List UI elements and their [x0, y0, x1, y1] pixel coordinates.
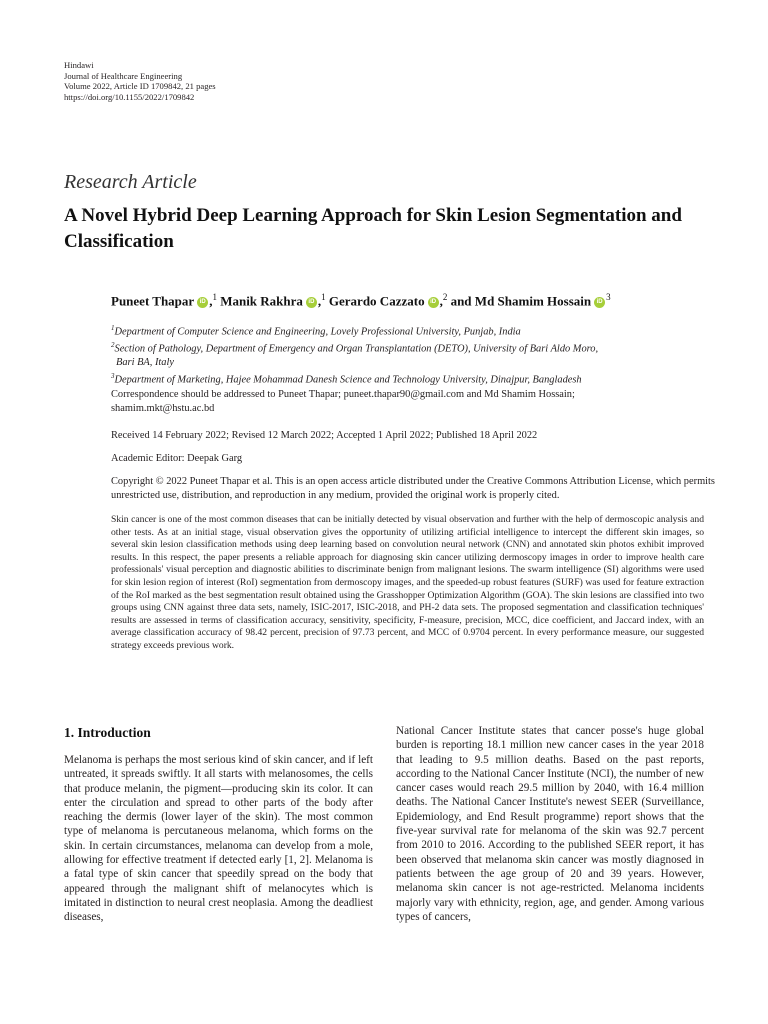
affiliation-item: $^2$Section of Pathology, Department of Emergency and Organ Transplantation (DETO), University of Bari Aldo Moro,: [111, 341, 599, 355]
body-column-left: Melanoma is perhaps the most serious kind of skin cancer, and if left untreated, it spreads swiftly. It all starts with melanosomes, the cells that produce melanin, the pigment—producing skin its color. It can enter the circulation and spread to other parts of the body after reaching the dermis (lower layer of the skin). The most common type of melanoma is percutaneous melanoma, which forms on the skin. In certain circumstances, melanoma can develop from a mole, allowing for effective treatment if detected early [1, 2]. Melanoma is a fatal type of skin cancer that speedily spread on the body that appeared through the malignant shift of melanocytes which is imitated in distinction to neural crest neoplasia. Among the deadliest diseases,: [64, 754, 373, 924]
author-conjunction: and: [450, 293, 472, 309]
publisher: Hindawi: [64, 60, 94, 70]
article-type: Research Article: [64, 171, 197, 193]
author-affil-number: 1: [321, 292, 326, 302]
body-column-right: National Cancer Institute states that cancer posse's huge global burden is reporting 18.1 million new cancer cases in the year 2018 that leading to 9.5 million deaths. Based on the past reports, according to the National Cancer Institute (NCI), the number of new cancer cases would reach 29.5 million by 2040, with 16.4 million deaths. The National Cancer Institute's newest SEER (Surveillance, Epidemiology, and End Result programme) report shows that the five-year survival rate for melanoma of the skin was 92.7 percent from 2010 to 2016. According to the published SEER report, it has been observed that melanoma skin cancer was mostly diagnosed in patients between the age group of 20 and 39 years. However, melanoma skin cancer is not age-restricted. Melanoma incidents majorly vary with ethnicity, region, age, and gender. Among various types of cancers,: [396, 725, 704, 923]
author-affil-number: 1: [212, 292, 217, 302]
correspondence: Correspondence should be addressed to Puneet Thapar; puneet.thapar90@gmail.com and Md Shamim Hossain; shamim.mkt@hstu.ac.bd: [111, 388, 711, 416]
author-name: Md Shamim Hossain: [474, 293, 592, 309]
orcid-icon[interactable]: iD: [428, 297, 439, 308]
journal-header: [64, 60, 216, 102]
affiliations: [111, 322, 711, 387]
correspondence-email[interactable]: shamim.mkt@hstu.ac.bd: [111, 403, 215, 414]
orcid-icon[interactable]: iD: [594, 297, 605, 308]
author-affil-number: 2: [442, 292, 448, 302]
doi-link[interactable]: https://doi.org/10.1155/2022/1709842: [64, 91, 195, 102]
publication-dates: Received 14 February 2022; Revised 12 March 2022; Accepted 1 April 2022; Published 18 April 2022: [111, 430, 538, 441]
author-affil-number: 3: [606, 292, 611, 302]
paper-title: A Novel Hybrid Deep Learning Approach for Skin Lesion Segmentation and Classification: [64, 205, 682, 252]
author-list: Puneet Thapar iD ,$^1$ Manik Rakhra iD ,$^1$ Gerardo Cazzato iD ,$^2$ and Md Shamim Hossain iD $^3$: [111, 292, 611, 309]
orcid-icon[interactable]: iD: [197, 297, 208, 308]
orcid-icon[interactable]: iD: [306, 297, 317, 308]
volume-info: Volume 2022, Article ID 1709842, 21 pages: [64, 81, 216, 91]
copyright-notice: Copyright © 2022 Puneet Thapar et al. This is an open access article distributed under the Creative Commons Attribution License, which permits unrestricted use, distribution, and reproduction in any medium, provided the original work is properly cited.: [111, 476, 715, 501]
section-heading: 1. Introduction: [64, 725, 151, 740]
academic-editor: Academic Editor: Deepak Garg: [111, 453, 243, 464]
affiliation-item-continued: Bari BA, Italy: [116, 357, 175, 369]
journal-name: Journal of Healthcare Engineering: [64, 70, 183, 81]
author-name: Manik Rakhra: [220, 293, 303, 309]
author-name: Puneet Thapar: [111, 293, 195, 309]
abstract: Skin cancer is one of the most common diseases that can be initially detected by visual observation and further with the help of dermoscopic analysis and other tests. As at an initial stage, visual observation gives the opportunity of utilizing artificial intelligence to intercept the different skin images, so several skin lesion classification methods using deep learning based on convolution neural network (CNN) and annotated skin photos exhibit improved results. In this respect, the paper presents a reliable approach for diagnosing skin cancer utilizing dermoscopy images in order to improve health care professionals' visual perception and diagnostic abilities to discriminate benign from malignant lesions. The swarm intelligence (SI) algorithms were used for skin lesion region of interest (RoI) segmentation from dermoscopy images, and the speeded-up robust features (SURF) was used for feature extraction of the RoI marked as the best segmentation result obtained using the Grasshopper Optimization Algorithm (GOA). The skin lesions are classified into two groups using CNN against three data sets, namely, ISIC-2017, ISIC-2018, and PH-2 data sets. The proposed segmentation and classification techniques' results are assessed in terms of classification accuracy, sensitivity, specificity, F-measure, precision, MCC, dice coefficient, and Jaccard index, with an average classification accuracy of 98.42 percent, precision of 97.73 percent, and MCC of 0.9704 percent. In every performance measure, our suggested strategy exceeds previous work.: [111, 514, 704, 651]
author-name: Gerardo Cazzato: [328, 293, 425, 309]
affiliation-item: $^1$Department of Computer Science and Engineering, Lovely Professional University, Punjab, India: [111, 324, 521, 338]
affiliation-item: $^3$Department of Marketing, Hajee Mohammad Danesh Science and Technology University, Dinajpur, Bangladesh: [111, 372, 582, 386]
